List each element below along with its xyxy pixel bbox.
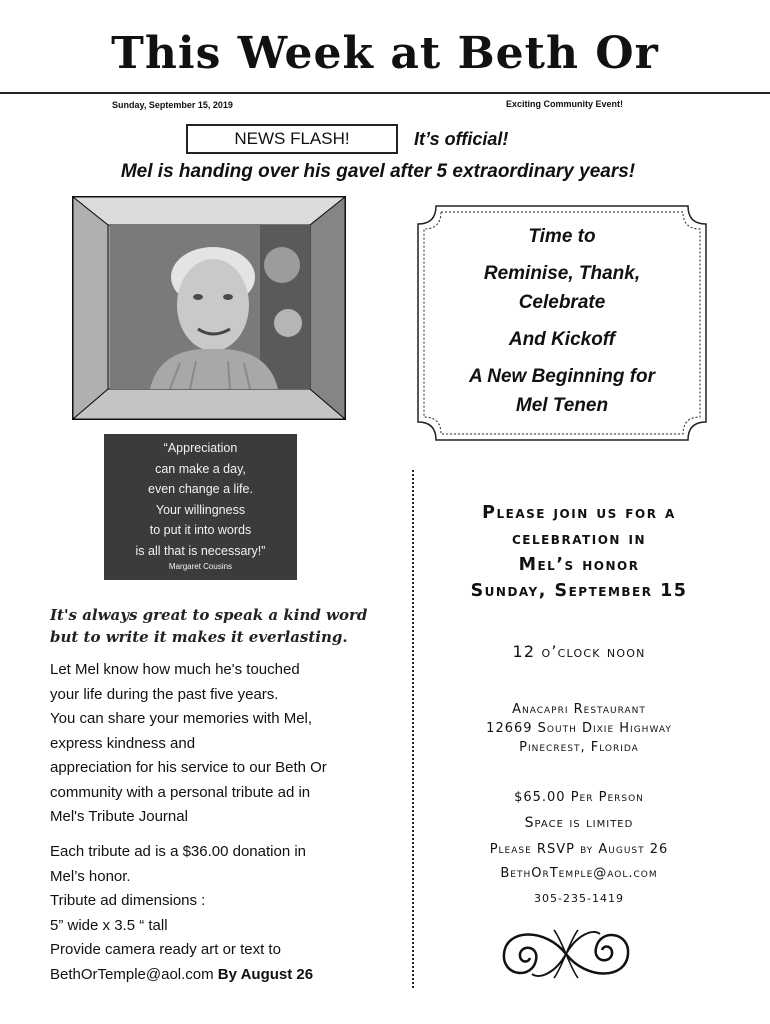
- headline-subhead: Mel is handing over his gavel after 5 extraordinary years!: [120, 161, 636, 182]
- rsvp-email: BethOrTemple@aol.com: [500, 866, 658, 881]
- callout-line: And Kickoff: [508, 329, 616, 350]
- column-divider: [412, 470, 414, 988]
- event-price: $65.00 Per Person: [514, 790, 644, 805]
- event-venue: Anacapri Restaurant 12669 South Dixie Highway Pinecrest, Florida: [486, 702, 672, 755]
- rsvp-deadline: Please RSVP by August 26: [489, 842, 669, 857]
- tribute-details-text: Each tribute ad is a $36.00 donation in Mel’s honor. Tribute ad dimensions : 5” wide x 3.5 “ tall Provide camera ready art or text to BethOrTemple@aol.com: [50, 843, 307, 983]
- space-limited: Space is limited: [524, 815, 634, 831]
- invitation-heading: Please join us for a celebration in Mel’s honor Sunday, September 15: [470, 503, 688, 601]
- issue-date: Sunday, September 15, 2019: [112, 100, 233, 110]
- quote-box: [104, 434, 297, 580]
- flourish-ornament: [496, 922, 636, 986]
- callout-line: A New Beginning for: [468, 366, 656, 387]
- tribute-details: [50, 840, 400, 987]
- masthead-rule: [0, 92, 770, 94]
- callout-line: Time to: [528, 226, 596, 247]
- mel-photo: [110, 225, 310, 389]
- official-text: It’s official!: [414, 129, 509, 149]
- news-flash-box: NEWS FLASH!: [186, 124, 398, 154]
- issue-tagline: Exciting Community Event!: [506, 99, 624, 109]
- callout-line: Mel Tenen: [515, 395, 609, 416]
- callout-line: Celebrate: [518, 292, 606, 313]
- tribute-deadline: By August 26: [217, 965, 314, 983]
- tribute-description: Let Mel know how much he's touched your life during the past five years. You can share your memories with Mel, express kindness and appreciation for his service to our Beth Or community with a personal tribute ad in Mel's Tribute Journal: [50, 661, 327, 825]
- masthead-title: This Week at Beth Or: [111, 28, 659, 79]
- quote-author: Margaret Cousins: [168, 562, 233, 571]
- kind-word-text: It's always great to speak a kind word but to write it makes it everlasting.: [50, 606, 368, 646]
- callout-line: Reminise, Thank,: [483, 263, 641, 284]
- event-time: 12 o’clock noon: [512, 642, 646, 661]
- quote-text: “Appreciation can make a day, even change a life. Your willingness to put it into words is all that is necessary!”: [135, 441, 266, 558]
- rsvp-phone: 305-235-1419: [534, 892, 624, 905]
